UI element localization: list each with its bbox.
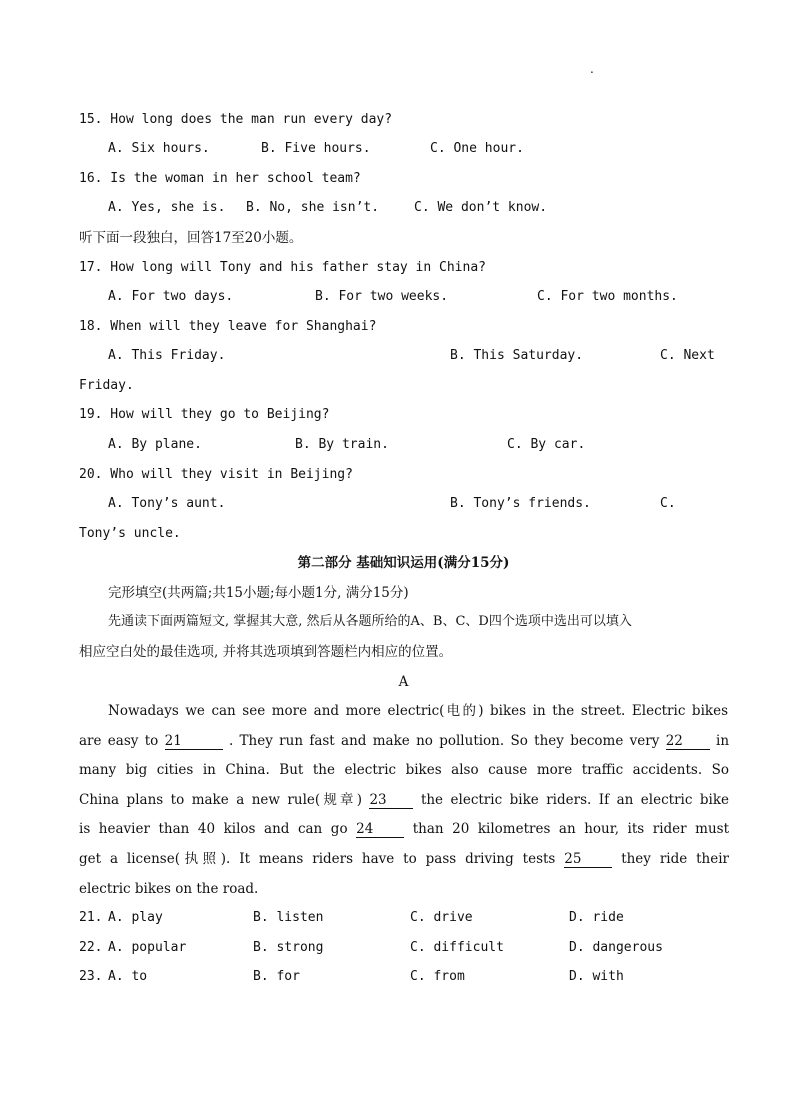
option-b: B. Tony’s friends. [450, 496, 591, 511]
choice-a: A. popular [108, 940, 187, 955]
passage-line-4 [79, 790, 729, 810]
choice-number: 21. [79, 910, 103, 925]
option-a: A. For two days. [108, 289, 234, 304]
choice-b: B. strong [253, 940, 324, 955]
option-b: B. Five hours. [261, 141, 371, 156]
question-18: 18. When will they leave for Shanghai? [79, 319, 377, 334]
choice-c: C. drive [410, 910, 473, 925]
question-16: 16. Is the woman in her school team? [79, 171, 361, 186]
passage-text: in [716, 733, 730, 749]
option-b: B. This Saturday. [450, 348, 584, 363]
option-c: C. Next [660, 348, 715, 363]
question-18-option-c-wrap: Friday. [79, 378, 134, 393]
passage-text: . They run fast and make no pollution. So they become very [228, 733, 660, 749]
option-a: A. Yes, she is. [108, 200, 226, 215]
option-b: B. By train. [295, 437, 389, 452]
option-a: A. This Friday. [108, 348, 226, 363]
option-c: C. [660, 496, 676, 511]
question-17: 17. How long will Tony and his father stay in China? [79, 260, 486, 275]
blank-25: 25 [564, 851, 612, 868]
option-c: C. One hour. [430, 141, 524, 156]
passage-text: get a license(执照). It means riders have to pass driving tests [79, 851, 556, 867]
passage-text: are easy to [79, 733, 159, 749]
choice-c: C. from [410, 969, 465, 984]
monologue-instruction: 听下面一段独白，回答17至20小题。 [79, 230, 303, 246]
choice-b: B. listen [253, 910, 324, 925]
question-15: 15. How long does the man run every day? [79, 112, 393, 127]
blank-24: 24 [356, 821, 404, 838]
option-a: A. Tony’s aunt. [108, 496, 226, 511]
passage-text: China plans to make a new rule(规章) [79, 792, 362, 808]
blank-22: 22 [666, 733, 710, 750]
question-20-option-c-wrap: Tony’s uncle. [79, 526, 181, 541]
option-a: A. By plane. [108, 437, 202, 452]
choice-a: A. to [108, 969, 148, 984]
choice-d: D. with [569, 969, 624, 984]
passage-line-3: many big cities in China. But the electric bikes also cause more traffic accidents. So [79, 762, 729, 778]
passage-line-1: Nowadays we can see more and more electric(电的) bikes in the street. Electric bikes [108, 703, 728, 719]
option-c: C. For two months. [537, 289, 678, 304]
passage-line-2 [79, 731, 729, 751]
header-mark: . [590, 62, 594, 76]
passage-text: than 20 kilometres an hour, its rider must [412, 821, 730, 837]
option-c: C. We don’t know. [414, 200, 548, 215]
choice-c: C. difficult [410, 940, 504, 955]
choice-d: D. ride [569, 910, 624, 925]
option-c: C. By car. [507, 437, 586, 452]
part2-instruction-line2: 相应空白处的最佳选项, 并将其选项填到答题栏内相应的位置。 [79, 644, 453, 660]
part2-subtitle: 完形填空(共两篇;共15小题;每小题1分, 满分15分) [108, 585, 409, 601]
part2-title: 第二部分 基础知识运用(满分15分) [297, 555, 510, 571]
passage-label: A [398, 674, 409, 690]
passage-text: is heavier than 40 kilos and can go [79, 821, 348, 837]
question-19: 19. How will they go to Beijing? [79, 407, 330, 422]
passage-text: they ride their [621, 851, 729, 867]
part2-instruction-line1: 先通读下面两篇短文, 掌握其大意, 然后从各题所给的A、B、C、D四个选项中选出可以填入 [108, 614, 632, 629]
choice-a: A. play [108, 910, 163, 925]
blank-23: 23 [369, 792, 413, 809]
choice-number: 23. [79, 969, 103, 984]
passage-line-5 [79, 819, 729, 839]
blank-21: 21 [165, 733, 223, 750]
question-20: 20. Who will they visit in Beijing? [79, 467, 353, 482]
passage-text: the electric bike riders. If an electric bike [420, 792, 730, 808]
choice-number: 22. [79, 940, 103, 955]
option-a: A. Six hours. [108, 141, 210, 156]
choice-d: D. dangerous [569, 940, 663, 955]
option-b: B. No, she isn’t. [246, 200, 380, 215]
option-b: B. For two weeks. [315, 289, 449, 304]
passage-line-7: electric bikes on the road. [79, 881, 259, 897]
choice-b: B. for [253, 969, 300, 984]
passage-line-6 [79, 849, 729, 869]
